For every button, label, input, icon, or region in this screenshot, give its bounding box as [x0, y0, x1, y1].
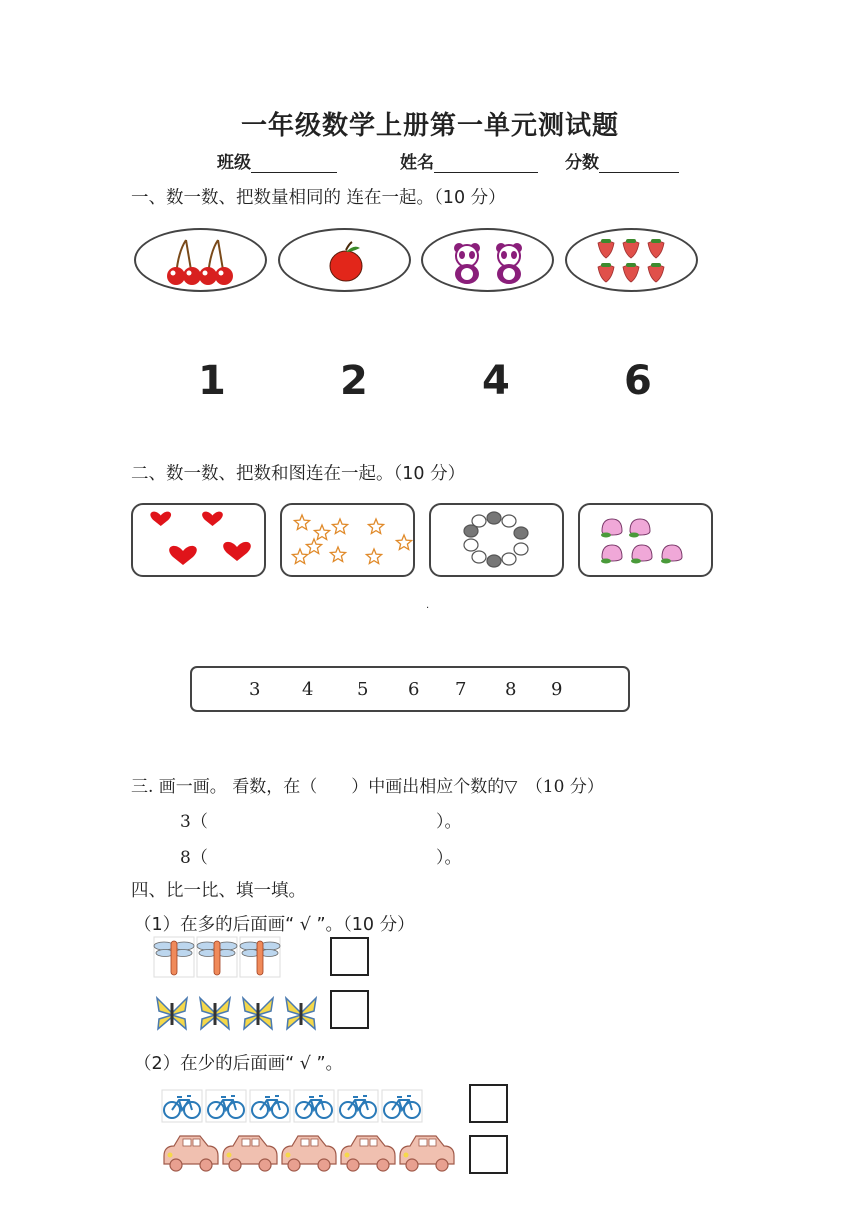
panda-icon: [423, 230, 556, 294]
star-icon: [282, 505, 417, 579]
bicycle-icon: [162, 1090, 424, 1122]
strawberry-oval[interactable]: [565, 228, 698, 292]
draw-line-3: [180, 807, 208, 832]
cherry-oval[interactable]: [134, 228, 267, 292]
heart-icon: [133, 505, 268, 579]
class-field[interactable]: [217, 148, 337, 173]
score-blank[interactable]: [599, 154, 679, 173]
draw-line-8: [180, 843, 208, 868]
bar-number[interactable]: 7: [455, 679, 467, 700]
score-field[interactable]: [565, 148, 679, 173]
dragonfly-icon: [154, 937, 284, 977]
close-paren: ）。: [436, 812, 462, 832]
hearts-box[interactable]: [131, 503, 266, 577]
cherry-icon: [136, 230, 269, 294]
number-4[interactable]: 4: [482, 358, 510, 404]
car-icon: [162, 1132, 462, 1174]
draw-number: 8: [180, 848, 191, 868]
class-label: 班级: [217, 153, 251, 173]
checkbox-dragonfly[interactable]: [330, 937, 369, 976]
draw-area-8[interactable]: [215, 841, 435, 867]
apple-oval[interactable]: [278, 228, 411, 292]
circle-icon: [431, 505, 566, 579]
bar-number[interactable]: 3: [249, 679, 261, 700]
section4-part1: （1）在多的后面画“ √ ”。（10 分）: [134, 915, 415, 935]
page-title: 一年级数学上册第一单元测试题: [240, 111, 619, 141]
close-paren: ）。: [436, 848, 462, 868]
number-bar: [190, 666, 630, 712]
name-blank[interactable]: [434, 154, 538, 173]
circles-box[interactable]: [429, 503, 564, 577]
name-label: 姓名: [400, 153, 434, 173]
draw-number: 3: [180, 812, 191, 832]
butterfly-icon: [154, 995, 324, 1031]
class-blank[interactable]: [251, 154, 337, 173]
score-label: 分数: [565, 153, 599, 173]
checkbox-car[interactable]: [469, 1135, 508, 1174]
stray-dot: ·: [426, 603, 430, 614]
section4-heading: 四、比一比、填一填。: [131, 881, 306, 901]
bar-number[interactable]: 4: [302, 679, 314, 700]
draw-area-3[interactable]: [215, 805, 435, 831]
stars-box[interactable]: [280, 503, 415, 577]
open-paren: （: [190, 812, 208, 832]
number-2[interactable]: 2: [340, 358, 368, 404]
open-paren: （: [190, 848, 208, 868]
bar-number[interactable]: 8: [505, 679, 517, 700]
bar-number[interactable]: 5: [357, 679, 369, 700]
name-field[interactable]: [400, 148, 538, 173]
checkbox-bicycle[interactable]: [469, 1084, 508, 1123]
checkbox-butterfly[interactable]: [330, 990, 369, 1029]
apple-icon: [280, 230, 413, 294]
bar-number[interactable]: 6: [408, 679, 420, 700]
section2-heading: 二、数一数、把数和图连在一起。（10 分）: [131, 464, 466, 484]
section4-part2: （2）在少的后面画“ √ ”。: [134, 1054, 344, 1074]
peach-icon: [580, 505, 715, 579]
peaches-box[interactable]: [578, 503, 713, 577]
section3-heading: 三. 画一画。 看数，在（ ）中画出相应个数的▽ （10 分）: [131, 777, 604, 797]
number-6[interactable]: 6: [624, 358, 652, 404]
strawberry-icon: [567, 230, 700, 294]
panda-oval[interactable]: [421, 228, 554, 292]
bar-number[interactable]: 9: [551, 679, 563, 700]
section1-heading: 一、数一数、把数量相同的 连在一起。（10 分）: [131, 188, 506, 208]
number-1[interactable]: 1: [198, 358, 226, 404]
